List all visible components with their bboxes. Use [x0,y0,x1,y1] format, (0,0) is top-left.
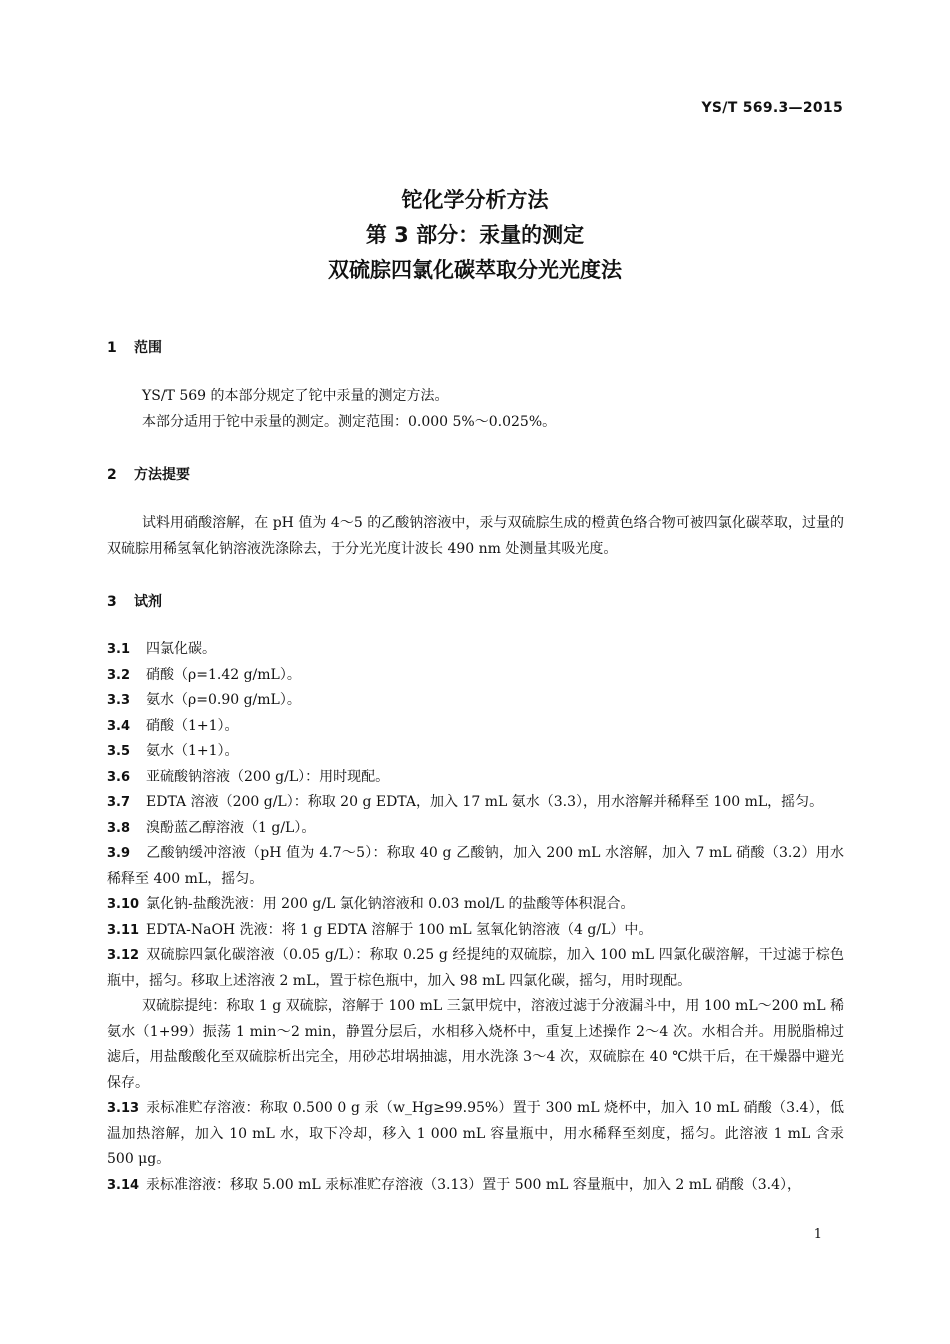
item-text: 乙酸钠缓冲溶液（pH 值为 4.7～5）：称取 40 g 乙酸钠，加入 200 mL 水溶解，加入 7 mL 硝酸（3.2）用水稀释至 400 mL，摇匀。 [107,845,844,887]
section-1-heading [107,337,162,357]
item-number: 3.8 [107,820,131,836]
list-item [107,790,844,816]
section-title: 方法提要 [134,467,190,483]
item-text: EDTA 溶液（200 g/L）：称取 20 g EDTA，加入 17 mL 氨水（3.3），用水溶解并稀释至 100 mL，摇匀。 [146,794,824,810]
item-number: 3.9 [107,846,131,861]
list-item [107,663,844,689]
title-line-1: 铊化学分析方法 [401,188,549,212]
item-number: 3.7 [107,795,131,810]
list-item [107,637,844,663]
section-title: 试剂 [134,594,162,610]
section-3-heading [107,591,162,611]
list-item [107,1096,844,1173]
item-number: 3.2 [107,667,131,683]
reagent-list [107,637,844,1198]
item-text: 四氯化碳。 [146,641,216,657]
list-item [107,739,844,765]
section-title: 范围 [134,340,162,356]
item-number: 3.12 [107,948,140,963]
section-number: 2 [107,467,117,483]
list-item [107,841,844,892]
item-text: EDTA-NaOH 洗液：将 1 g EDTA 溶解于 100 mL 氢氧化钠溶液（4 g/L）中。 [146,921,653,938]
list-item [107,918,844,944]
document-title [0,183,950,288]
item-number: 3.10 [107,897,140,912]
item-text: 汞标准贮存溶液：称取 0.500 0 g 汞（w_Hg≥99.95%）置于 300 mL 烧杯中，加入 10 mL 硝酸（3.4），低温加热溶解，加入 10 mL 水，取下冷却，移入 1 000 mL 容量瓶中，用水稀释至刻度，摇匀。此溶液 1 mL 含汞 500 μg。 [107,1100,844,1167]
paragraph: 双硫腙提纯：称取 1 g 双硫腙，溶解于 100 mL 三氯甲烷中，溶液过滤于分液漏斗中，用 100 mL～200 mL 稀氨水（1+99）振荡 1 min～2 min，静置分层后，水相移入烧杯中，重复上述操作 2～4 次。水相合并。用脱脂棉过滤后，用盐酸酸化至双硫腙析出完全，用砂芯坩埚抽滤，用水洗涤 3～4 次，双硫腙在 40 ℃烘干后，在干燥器中避光保存。 [107,998,844,1091]
list-item [107,943,844,994]
list-item [107,892,844,918]
paragraph: 本部分适用于铊中汞量的测定。测定范围：0.000 5%～0.025%。 [142,413,557,430]
page-number: 1 [813,1227,822,1242]
item-number: 3.6 [107,769,131,785]
item-text: 硝酸（1+1）。 [146,717,239,734]
section-1-body [107,384,844,435]
item-text: 硝酸（ρ=1.42 g/mL）。 [146,666,301,683]
item-number: 3.3 [107,693,131,708]
list-item [107,765,844,791]
item-number: 3.11 [107,922,140,938]
list-item [107,714,844,740]
section-number: 1 [107,340,117,356]
item-text: 汞标准溶液：移取 5.00 mL 汞标准贮存溶液（3.13）置于 500 mL 容量瓶中，加入 2 mL 硝酸（3.4）， [146,1176,802,1193]
title-line-2: 第 3 部分：汞量的测定 [365,223,585,247]
list-item [107,688,844,714]
item-text: 双硫腙四氯化碳溶液（0.05 g/L）：称取 0.25 g 经提纯的双硫腙，加入 100 mL 四氯化碳溶解，干过滤于棕色瓶中，摇匀。移取上述溶液 2 mL，置于棕色瓶中，加入 98 mL 四氯化碳，摇匀，用时现配。 [107,947,844,989]
item-text: 氯化钠-盐酸洗液：用 200 g/L 氯化钠溶液和 0.03 mol/L 的盐酸等体积混合。 [146,896,635,912]
item-text: 氨水（1+1）。 [146,743,239,759]
item-number: 3.4 [107,718,131,734]
section-number: 3 [107,594,117,610]
section-2-heading [107,464,190,484]
paragraph: 试料用硝酸溶解，在 pH 值为 4～5 的乙酸钠溶液中，汞与双硫腙生成的橙黄色络合物可被四氯化碳萃取，过量的双硫腙用稀氢氧化钠溶液洗涤除去，于分光光度计波长 490 nm 处测量其吸光度。 [107,515,844,557]
list-item [107,1173,844,1199]
item-number: 3.5 [107,744,131,759]
item-number: 3.14 [107,1177,140,1193]
item-number: 3.13 [107,1101,140,1116]
item-text: 氨水（ρ=0.90 g/mL）。 [146,692,301,708]
item-number: 3.1 [107,642,131,657]
list-item [107,816,844,842]
paragraph: YS/T 569 的本部分规定了铊中汞量的测定方法。 [142,388,449,404]
item-text: 亚硫酸钠溶液（200 g/L）：用时现配。 [146,768,390,785]
standard-code: YS/T 569.3—2015 [701,100,843,116]
item-text: 溴酚蓝乙醇溶液（1 g/L）。 [146,819,316,836]
section-2-body [107,511,844,562]
title-line-3: 双硫腙四氯化碳萃取分光光度法 [328,258,622,282]
